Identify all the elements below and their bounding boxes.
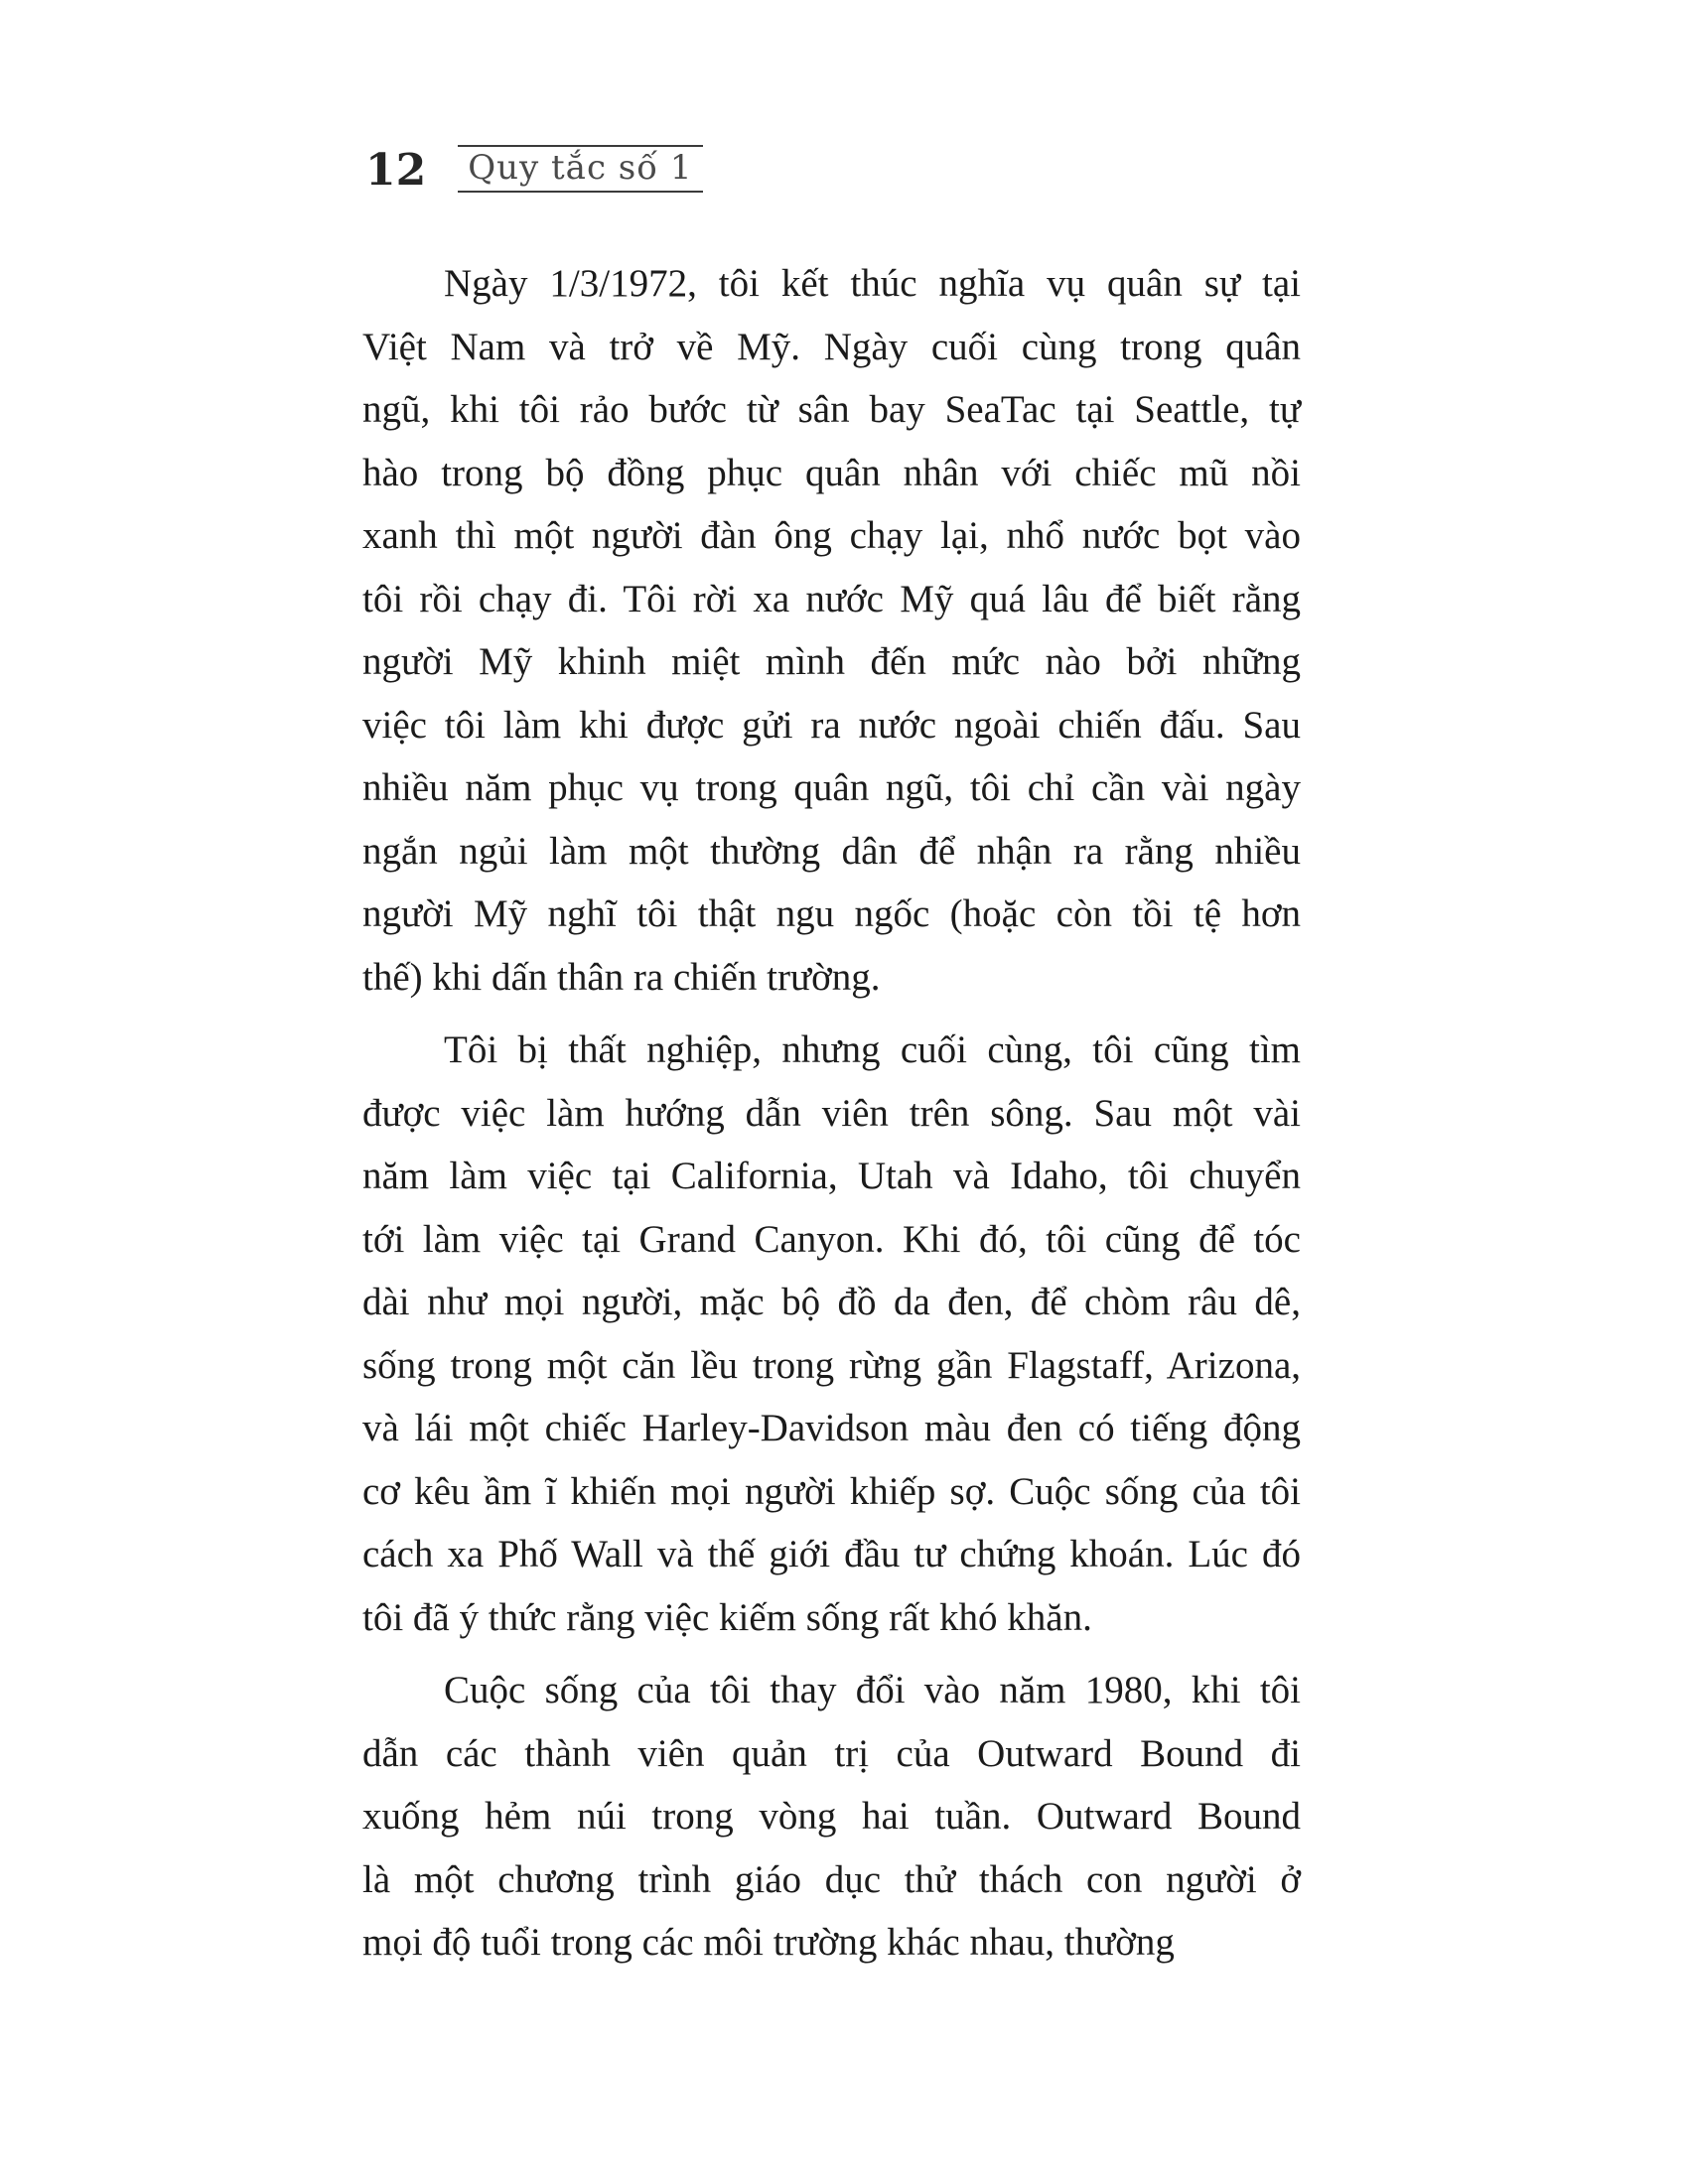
text-line: cách xa Phố Wall và thế giới đầu tư chứng khoán. Lúc đó [362, 1533, 1301, 1575]
text-line: nhiều năm phục vụ trong quân ngũ, tôi chỉ cần vài ngày [362, 766, 1301, 809]
text-line: việc tôi làm khi được gửi ra nước ngoài chiến đấu. Sau [362, 703, 1301, 747]
text-line: là một chương trình giáo dục thử thách con người ở [362, 1857, 1301, 1901]
text-line: người Mỹ nghĩ tôi thật ngu ngốc (hoặc còn tồi tệ hơn [362, 892, 1301, 935]
text-line: ngắn ngủi làm một thường dân để nhận ra rằng nhiều [362, 829, 1301, 873]
text-line: dài như mọi người, mặc bộ đồ da đen, để chòm râu dê, [362, 1281, 1301, 1323]
text-line: tôi rồi chạy đi. Tôi rời xa nước Mỹ quá lâu để biết rằng [362, 577, 1301, 620]
text-line: dẫn các thành viên quản trị của Outward Bound đi [362, 1731, 1301, 1775]
paragraph [362, 1019, 1301, 1649]
text-line: Việt Nam và trở về Mỹ. Ngày cuối cùng trong quân [362, 325, 1301, 368]
text-line: năm làm việc tại California, Utah và Idaho, tôi chuyển [362, 1155, 1301, 1197]
text-line: và lái một chiếc Harley-Davidson màu đen có tiếng động [362, 1407, 1301, 1449]
text-line: người Mỹ khinh miệt mình đến mức nào bởi những [362, 640, 1301, 683]
text-line: cơ kêu ầm ĩ khiến mọi người khiếp sợ. Cuộc sống của tôi [362, 1469, 1301, 1513]
page-number: 12 [365, 145, 427, 196]
text-line: được việc làm hướng dẫn viên trên sông. Sau một vài [362, 1091, 1301, 1135]
text-line: Tôi bị thất nghiệp, nhưng cuối cùng, tôi cũng tìm [444, 1028, 1301, 1071]
text-line: xuống hẻm núi trong vòng hai tuần. Outward Bound [362, 1795, 1301, 1838]
text-line: xanh thì một người đàn ông chạy lại, nhổ nước bọt vào [362, 514, 1301, 557]
text-line: hào trong bộ đồng phục quân nhân với chiếc mũ nồi [362, 451, 1301, 494]
text-line: tôi đã ý thức rằng việc kiếm sống rất khó khăn. [362, 1595, 1092, 1639]
text-line: ngũ, khi tôi rảo bước từ sân bay SeaTac tại Seattle, tự [362, 388, 1301, 431]
paragraph [362, 1659, 1301, 1975]
body-text [362, 252, 1301, 1975]
running-title: Quy tắc số 1 [458, 145, 702, 193]
text-line: Ngày 1/3/1972, tôi kết thúc nghĩa vụ quân sự tại [444, 262, 1301, 305]
text-line: sống trong một căn lều trong rừng gần Flagstaff, Arizona, [362, 1343, 1301, 1387]
running-header [365, 145, 703, 194]
text-line: mọi độ tuổi trong các môi trường khác nhau, thường [362, 1921, 1175, 1964]
text-line: Cuộc sống của tôi thay đổi vào năm 1980, khi tôi [444, 1669, 1301, 1711]
text-line: thế) khi dấn thân ra chiến trường. [362, 955, 881, 999]
text-line: tới làm việc tại Grand Canyon. Khi đó, tôi cũng để tóc [362, 1217, 1301, 1261]
paragraph [362, 252, 1301, 1009]
